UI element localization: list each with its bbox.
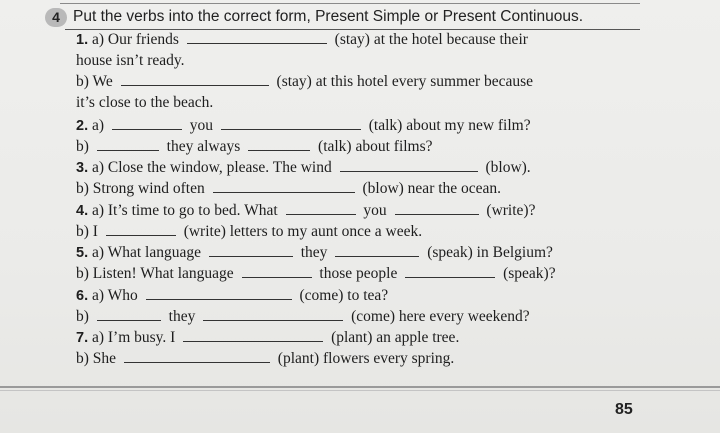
answer-blank[interactable]	[248, 149, 310, 151]
line-text: a) What language	[91, 244, 201, 261]
answer-blank[interactable]	[146, 298, 292, 300]
answer-blank[interactable]	[97, 149, 159, 151]
line-text: (speak)?	[503, 265, 556, 282]
exercise-instruction: Put the verbs into the correct form, Present Simple or Present Continuous.	[73, 8, 584, 25]
exercise-line-3a	[76, 158, 531, 178]
item-number: 3.	[76, 160, 89, 176]
item-number: 6.	[76, 288, 89, 304]
page-number: 85	[615, 401, 633, 418]
exercise-line-3b	[76, 179, 501, 199]
line-text: b) We	[76, 73, 113, 90]
answer-blank[interactable]	[124, 361, 270, 363]
item-number: 7.	[76, 330, 89, 346]
line-text: a) It’s time to go to bed. What	[91, 202, 278, 219]
exercise-line-5a	[76, 243, 553, 263]
line-text: you	[189, 117, 214, 134]
line-text: (plant) an apple tree.	[331, 329, 460, 346]
line-text: they	[168, 308, 196, 325]
bottom-divider	[0, 386, 720, 388]
line-text: (stay) at the hotel because their	[334, 31, 528, 48]
line-text: (speak) in Belgium?	[427, 244, 553, 261]
answer-blank[interactable]	[405, 276, 495, 278]
line-text: it’s close to the beach.	[76, 94, 214, 111]
line-text: b) I	[76, 223, 98, 240]
line-text: (plant) flowers every spring.	[277, 350, 455, 367]
answer-blank[interactable]	[395, 213, 479, 215]
answer-blank[interactable]	[106, 234, 176, 236]
item-number: 4.	[76, 203, 89, 219]
answer-blank[interactable]	[213, 191, 355, 193]
exercise-line-6a	[76, 286, 388, 306]
answer-blank[interactable]	[112, 128, 182, 130]
answer-blank[interactable]	[221, 128, 361, 130]
exercise-number-badge: 4	[45, 8, 67, 27]
exercise-line-7a	[76, 328, 459, 348]
answer-blank[interactable]	[203, 319, 343, 321]
line-text: a) Our friends	[91, 31, 179, 48]
line-text: b)	[76, 308, 89, 325]
item-number: 5.	[76, 245, 89, 261]
answer-blank[interactable]	[340, 170, 478, 172]
exercise-line-6b	[76, 307, 530, 327]
exercise-line-4a	[76, 201, 535, 221]
answer-blank[interactable]	[242, 276, 312, 278]
answer-blank[interactable]	[121, 84, 269, 86]
line-text: house isn’t ready.	[76, 52, 185, 69]
exercise-line-1a	[76, 30, 528, 50]
bottom-divider-secondary	[0, 390, 720, 391]
line-text: (blow) near the ocean.	[362, 180, 502, 197]
answer-blank[interactable]	[97, 319, 161, 321]
line-text: those people	[319, 265, 398, 282]
line-text: a)	[91, 117, 105, 134]
line-text: (write) letters to my aunt once a week.	[183, 223, 423, 240]
answer-blank[interactable]	[286, 213, 356, 215]
line-text: (come) here every weekend?	[351, 308, 530, 325]
line-text: you	[363, 202, 387, 219]
answer-blank[interactable]	[209, 255, 293, 257]
line-text: (talk) about my new film?	[368, 117, 531, 134]
answer-blank[interactable]	[335, 255, 419, 257]
item-number: 2.	[76, 118, 89, 134]
line-text: b) She	[76, 350, 117, 367]
line-text: a) I’m busy. I	[91, 329, 176, 346]
line-text: they	[300, 244, 328, 261]
answer-blank[interactable]	[187, 42, 327, 44]
exercise-line-5b	[76, 264, 556, 284]
line-text: a) Who	[91, 287, 138, 304]
line-text: (talk) about films?	[318, 138, 433, 155]
line-text: (stay) at this hotel every summer because	[276, 73, 534, 90]
exercise-line-7b	[76, 349, 454, 369]
line-text: b)	[76, 138, 89, 155]
line-text: (blow).	[485, 159, 531, 176]
exercise-header	[45, 6, 583, 28]
exercise-line-4b	[76, 222, 422, 242]
line-text: (come) to tea?	[299, 287, 389, 304]
answer-blank[interactable]	[183, 340, 323, 342]
line-text: b) Strong wind often	[76, 180, 205, 197]
exercise-line-1a-cont	[76, 51, 184, 71]
line-text: a) Close the window, please. The wind	[91, 159, 332, 176]
exercise-line-2b	[76, 137, 433, 157]
exercise-line-1b	[76, 72, 533, 92]
line-text: they always	[166, 138, 241, 155]
item-number: 1.	[76, 32, 89, 48]
line-text: b) Listen! What language	[76, 265, 234, 282]
top-divider	[60, 3, 640, 4]
exercise-line-1b-cont	[76, 93, 213, 113]
line-text: (write)?	[486, 202, 536, 219]
exercise-line-2a	[76, 116, 531, 136]
